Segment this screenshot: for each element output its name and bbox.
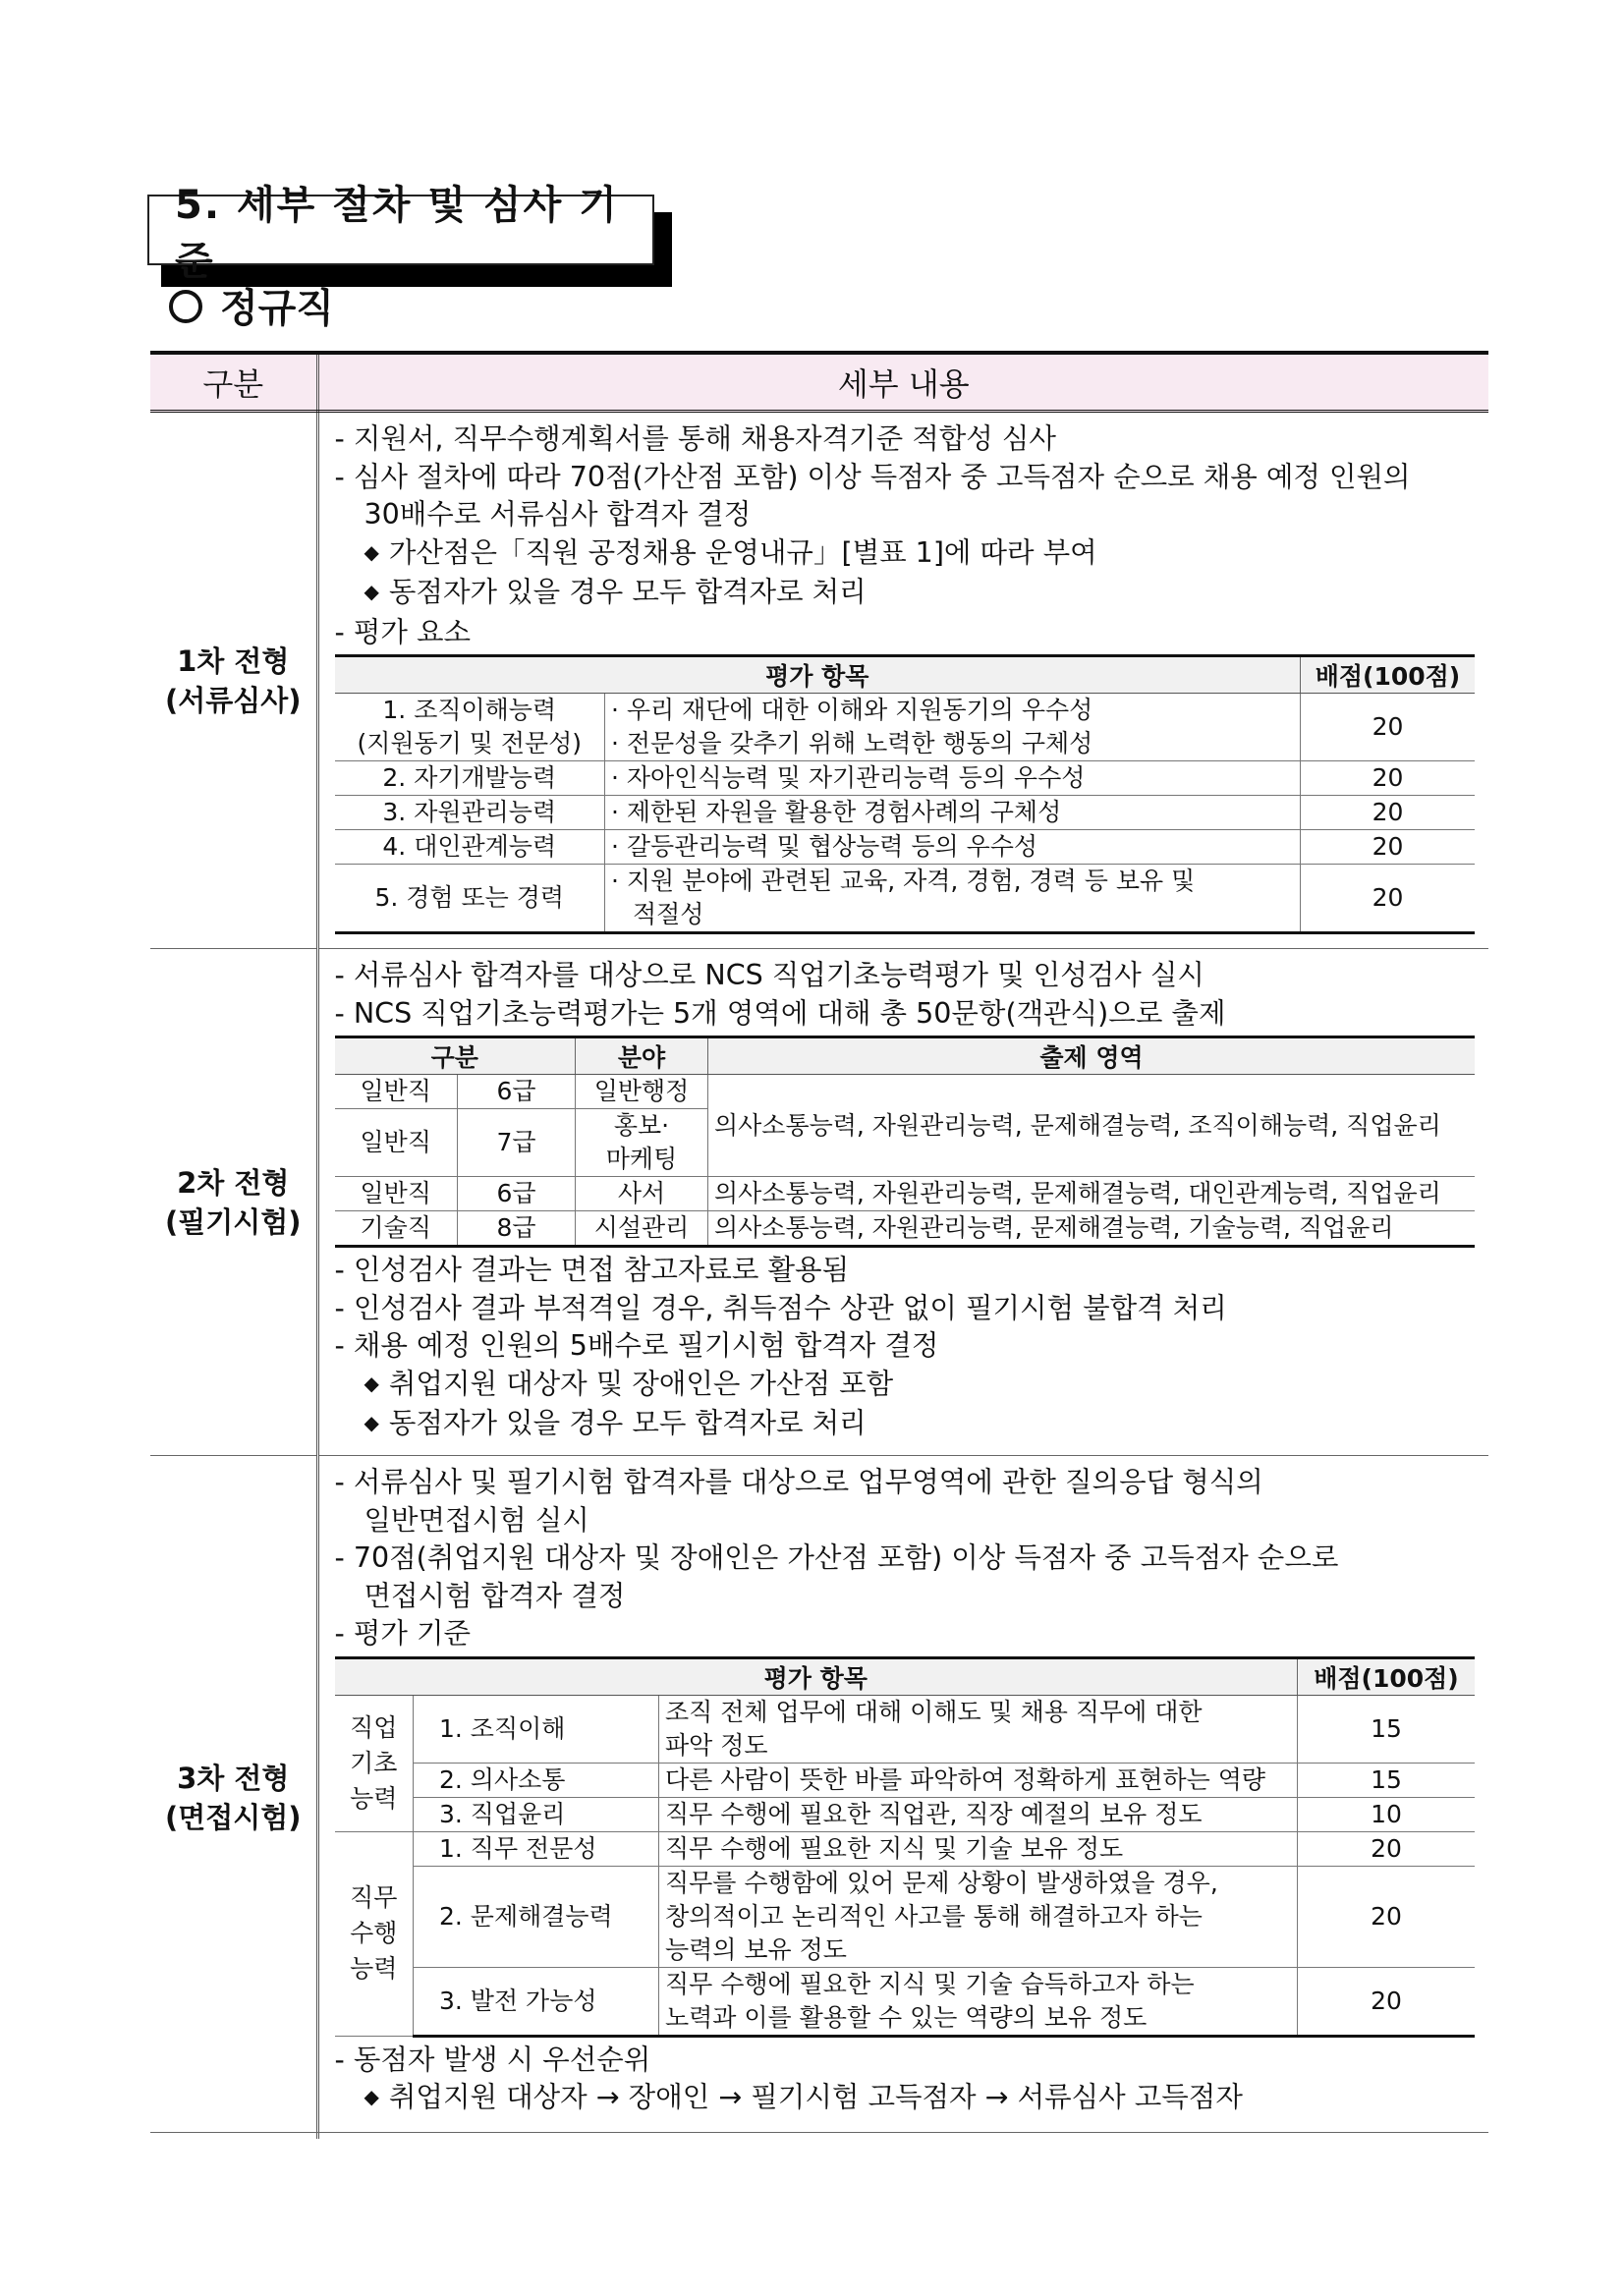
eval-desc: · 우리 재단에 대한 이해와 지원동기의 우수성 · 전문성을 갖추기 위해 노력한 행동의 구체성	[605, 694, 1301, 761]
eval-row	[335, 1866, 1476, 1967]
group-basic: 직업 기초 능력	[335, 1695, 414, 1831]
eval-item: 5. 경험 또는 경력	[335, 865, 605, 933]
eval-desc: 직무 수행에 필요한 지식 및 기술 보유 정도	[659, 1831, 1298, 1866]
exam-header-type: 구분	[335, 1037, 576, 1075]
text-line: - 평가 기준	[334, 1617, 472, 1650]
stage3-row	[150, 1456, 1488, 2140]
text-line: - 심사 절차에 따라 70점(가산점 포함) 이상 득점자 중 고득점자 순으로 채용 예정 인원의	[334, 460, 1411, 493]
eval-item: 4. 대인관계능력	[335, 830, 605, 865]
stage2-content	[317, 949, 1488, 1456]
text-line: - 평가 요소	[334, 615, 472, 648]
exam-grade: 6급	[458, 1075, 576, 1109]
text-line: - NCS 직업기초능력평가는 5개 영역에 대해 총 50문항(객관식)으로 출제	[334, 996, 1226, 1030]
exam-field: 홍보· 마케팅	[576, 1109, 708, 1177]
text-line: 면접시험 합격자 결정	[364, 1579, 626, 1612]
eval-score: 20	[1301, 796, 1476, 830]
stage3-content	[317, 1456, 1488, 2140]
eval-desc: · 지원 분야에 관련된 교육, 자격, 경험, 경력 등 보유 및 적절성	[605, 865, 1301, 933]
diamond-icon: ◆	[364, 1411, 379, 1434]
eval-item: 2. 의사소통	[414, 1763, 659, 1797]
eval-desc: · 갈등관리능력 및 협상능력 등의 우수성	[605, 830, 1301, 865]
exam-row	[335, 1075, 1476, 1109]
exam-field: 시설관리	[576, 1211, 708, 1247]
stage1-row	[150, 412, 1488, 949]
eval-score: 20	[1301, 761, 1476, 796]
text-line: - 채용 예정 인원의 5배수로 필기시험 합격자 결정	[334, 1329, 939, 1362]
text-line: - 70점(취업지원 대상자 및 장애인은 가산점 포함) 이상 득점자 중 고득점자 순으로	[334, 1541, 1339, 1574]
eval-score: 15	[1298, 1763, 1475, 1797]
text-line: - 인성검사 결과 부적격일 경우, 취득점수 상관 없이 필기시험 불합격 처리	[334, 1291, 1227, 1324]
eval-row	[335, 1797, 1476, 1831]
bullet-item: ◆ 가산점은「직원 공정채용 운영내규」[별표 1]에 따라 부여	[364, 535, 1097, 569]
eval-score: 10	[1298, 1797, 1475, 1831]
exam-type: 일반직	[335, 1075, 458, 1109]
exam-grade: 7급	[458, 1109, 576, 1177]
text-line: 30배수로 서류심사 합격자 결정	[364, 498, 752, 531]
text-line: 일반면접시험 실시	[364, 1503, 589, 1537]
bullet-item: ◆ 취업지원 대상자 및 장애인은 가산점 포함	[364, 1367, 894, 1400]
text-line: - 동점자 발생 시 우선순위	[334, 2043, 651, 2076]
header-category: 구분	[150, 353, 317, 412]
eval-row	[335, 1967, 1476, 2036]
eval-item: 2. 문제해결능력	[414, 1866, 659, 1967]
eval-row	[335, 796, 1476, 830]
eval-row	[335, 1763, 1476, 1797]
text-line: - 서류심사 합격자를 대상으로 NCS 직업기초능력평가 및 인성검사 실시	[334, 959, 1204, 991]
exam-type: 일반직	[335, 1109, 458, 1177]
subtitle	[169, 277, 334, 333]
eval-row	[335, 1695, 1476, 1763]
eval-desc: 직무를 수행함에 있어 문제 상황이 발생하였을 경우, 창의적이고 논리적인 사고를 통해 해결하고자 하는 능력의 보유 정도	[659, 1866, 1298, 1967]
header-row	[150, 353, 1488, 412]
stage3-subname: (면접시험)	[164, 1800, 302, 1834]
eval-row	[335, 694, 1476, 761]
eval-score: 20	[1301, 694, 1476, 761]
stage3-label	[150, 1456, 317, 2140]
procedure-table	[150, 351, 1488, 2139]
exam-area: 의사소통능력, 자원관리능력, 문제해결능력, 대인관계능력, 직업윤리	[708, 1177, 1476, 1211]
eval-score: 20	[1298, 1967, 1475, 2036]
eval-header-row	[335, 656, 1476, 694]
diamond-icon: ◆	[364, 580, 379, 603]
bullet-item: ◆ 동점자가 있을 경우 모두 합격자로 처리	[364, 1407, 867, 1439]
eval-score: 20	[1301, 830, 1476, 865]
eval-row	[335, 865, 1476, 933]
exam-row	[335, 1177, 1476, 1211]
section-title-box	[147, 183, 658, 284]
eval-row	[335, 830, 1476, 865]
diamond-icon: ◆	[364, 539, 379, 564]
stage2-name: 2차 전형	[177, 1165, 290, 1200]
stage1-name: 1차 전형	[177, 644, 290, 678]
stage2-subname: (필기시험)	[164, 1204, 302, 1239]
exam-field: 사서	[576, 1177, 708, 1211]
group-job: 직무 수행 능력	[335, 1831, 414, 2036]
eval-score: 15	[1298, 1695, 1475, 1763]
stage3-name: 3차 전형	[177, 1761, 290, 1795]
eval-header-score: 배점(100점)	[1298, 1657, 1475, 1695]
eval-row	[335, 761, 1476, 796]
bullet-item: ◆ 취업지원 대상자 → 장애인 → 필기시험 고득점자 → 서류심사 고득점자	[364, 2081, 1243, 2113]
eval-desc: 조직 전체 업무에 대해 이해도 및 채용 직무에 대한 파악 정도	[659, 1695, 1298, 1763]
eval-header-score: 배점(100점)	[1301, 656, 1476, 694]
exam-header-field: 분야	[576, 1037, 708, 1075]
eval-header-row	[335, 1657, 1476, 1695]
table-bottom-rule	[150, 2132, 1488, 2133]
eval-header-item: 평가 항목	[335, 656, 1301, 694]
eval-item: 3. 자원관리능력	[335, 796, 605, 830]
text-line: - 인성검사 결과는 면접 참고자료로 활용됨	[334, 1254, 850, 1286]
diamond-icon: ◆	[364, 1371, 379, 1395]
eval-item: 1. 직무 전문성	[414, 1831, 659, 1866]
eval-desc: 직무 수행에 필요한 직업관, 직장 예절의 보유 정도	[659, 1797, 1298, 1831]
exam-area: 의사소통능력, 자원관리능력, 문제해결능력, 조직이해능력, 직업윤리	[708, 1075, 1476, 1177]
eval-desc: 직무 수행에 필요한 지식 및 기술 습득하고자 하는 노력과 이를 활용할 수 있는 역량의 보유 정도	[659, 1967, 1298, 2036]
text-line: - 서류심사 및 필기시험 합격자를 대상으로 업무영역에 관한 질의응답 형식의	[334, 1466, 1263, 1498]
subtitle-text: 정규직	[220, 286, 334, 331]
diamond-icon: ◆	[364, 2085, 379, 2108]
eval-desc: · 제한된 자원을 활용한 경험사례의 구체성	[605, 796, 1301, 830]
eval-header-item: 평가 항목	[335, 1657, 1298, 1695]
exam-type: 일반직	[335, 1177, 458, 1211]
stage1-eval-table	[335, 654, 1476, 934]
stage1-content	[317, 412, 1488, 949]
exam-area: 의사소통능력, 자원관리능력, 문제해결능력, 기술능력, 직업윤리	[708, 1211, 1476, 1247]
eval-row	[335, 1831, 1476, 1866]
stage2-row	[150, 949, 1488, 1456]
circle-icon	[169, 290, 202, 323]
header-details: 세부 내용	[317, 353, 1488, 412]
eval-item: 3. 발전 가능성	[414, 1967, 659, 2036]
exam-field: 일반행정	[576, 1075, 708, 1109]
stage3-eval-table	[335, 1656, 1476, 2038]
exam-header-row	[335, 1037, 1476, 1075]
eval-score: 20	[1301, 865, 1476, 933]
exam-header-area: 출제 영역	[708, 1037, 1476, 1075]
exam-grade: 6급	[458, 1177, 576, 1211]
eval-score: 20	[1298, 1831, 1475, 1866]
eval-desc: 다른 사람이 뜻한 바를 파악하여 정확하게 표현하는 역량	[659, 1763, 1298, 1797]
bullet-item: ◆ 동점자가 있을 경우 모두 합격자로 처리	[364, 576, 867, 608]
eval-score: 20	[1298, 1866, 1475, 1967]
stage1-label	[150, 412, 317, 949]
exam-grade: 8급	[458, 1211, 576, 1247]
stage1-subname: (서류심사)	[164, 683, 302, 717]
stage2-label	[150, 949, 317, 1456]
eval-item: 1. 조직이해능력 (지원동기 및 전문성)	[335, 694, 605, 761]
exam-row	[335, 1211, 1476, 1247]
eval-item: 2. 자기개발능력	[335, 761, 605, 796]
eval-desc: · 자아인식능력 및 자기관리능력 등의 우수성	[605, 761, 1301, 796]
exam-type: 기술직	[335, 1211, 458, 1247]
eval-item: 1. 조직이해	[414, 1695, 659, 1763]
stage2-exam-table	[335, 1036, 1476, 1248]
text-line: - 지원서, 직무수행계획서를 통해 채용자격기준 적합성 심사	[334, 422, 1056, 455]
section-title: 5. 세부 절차 및 심사 기준	[147, 195, 654, 265]
eval-item: 3. 직업윤리	[414, 1797, 659, 1831]
